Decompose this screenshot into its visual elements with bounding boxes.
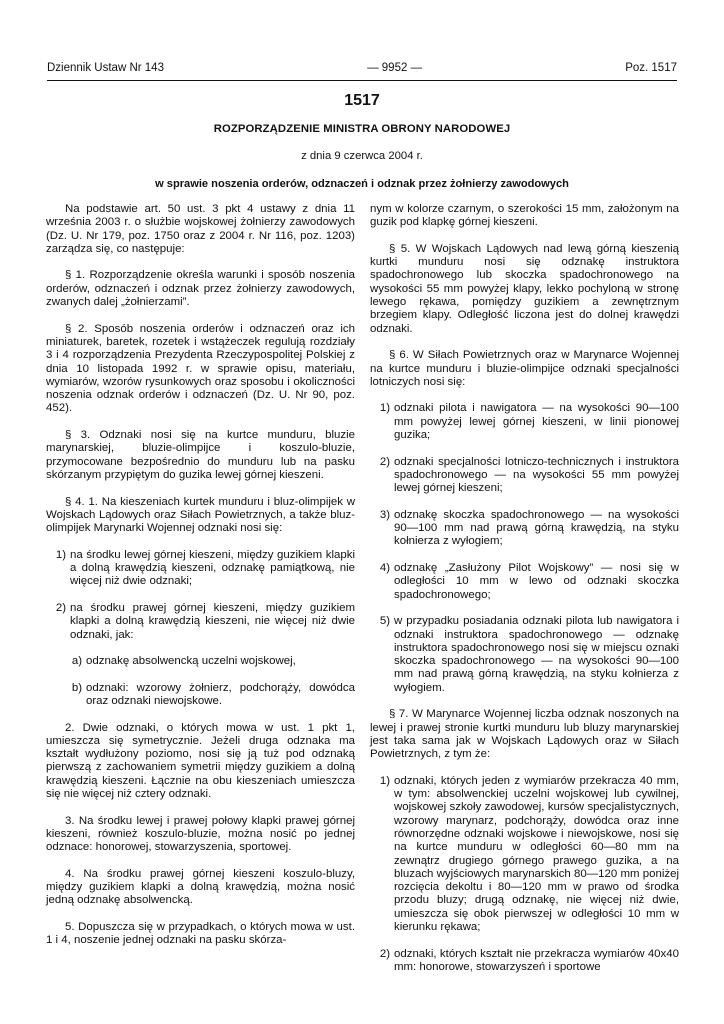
list-item-number: 1) <box>379 774 390 787</box>
section-4-paragraph-2: 2. Dwie odznaki, o których mowa w ust. 1 pkt 1, umieszcza się symetrycznie. Jeżeli druga odznaka ma kształt wydłużony poziomo, nosi się ją tuż pod odznaką pierwszą z zachowaniem symetrii między guzikiem a dolną krawędzią kieszeni. Łącznie na obu kieszeniach umieszcza się nie więcej niż cztery odznaki. <box>46 721 355 801</box>
sub-list-item-text: odznakę absolwencką uczelni wojskowej, <box>86 655 296 668</box>
list-item-number: 1) <box>55 548 66 561</box>
list-item-number: 4) <box>379 562 390 575</box>
list-item <box>370 456 679 496</box>
list-item-text: odznaki specjalności lotniczo-technicznych i instruktora spadochronowego — na wysokości 55 mm powyżej lewej górnej kieszeni; <box>394 455 679 495</box>
section-5: § 5. W Wojskach Lądowych nad lewą górną kieszenią kurtki munduru nosi się odznakę instruktora spadochronowego lub skoczka spadochronowego na wysokości 55 mm powyżej klapy, lekko pochyloną w stronę lewego rękawa, pomiędzy guzikiem a zewnętrznym brzegiem klapy. Odległość liczona jest do dolnej krawędzi odznaki. <box>370 242 679 335</box>
list-item-text: na środku lewej górnej kieszeni, między guzikiem klapki a dolną krawędzią kieszeni, odznakę pamiątkową, nie więcej niż dwie odznaki; <box>70 548 355 588</box>
act-subject: w sprawie noszenia orderów, odznaczeń i odznak przez żołnierzy zawodowych <box>155 178 569 190</box>
sub-list-item <box>46 682 355 709</box>
section-4-paragraph-5-continued: nym w kolorze czarnym, o szerokości 15 mm, założonym na guzik pod klapkę górnej kieszeni. <box>370 203 679 229</box>
left-column <box>46 203 355 961</box>
section-3: § 3. Odznaki nosi się na kurtce munduru, bluzie marynarskiej, bluzie-olimpijce i koszulo-bluzie, przymocowane bezpośrednio do munduru lub na pasku skórzanym przypiętym do guzika lewej górnej kieszeni. <box>46 429 355 481</box>
list-item-text: odznaki pilota i nawigatora — na wysokości 90—100 mm powyżej lewej górnej kieszeni, w linii pionowej guzika; <box>394 402 679 442</box>
sub-list-item-letter: b) <box>71 681 82 694</box>
sub-list-item <box>46 655 355 668</box>
section-1: § 1. Rozporządzenie określa warunki i sposób noszenia orderów, odznaczeń i odznak przez żołnierzy zawodowych, zwanych dalej „żołnierzami”. <box>46 269 355 309</box>
list-item <box>370 948 679 975</box>
list-item <box>370 509 679 549</box>
section-2: § 2. Sposób noszenia orderów i odznaczeń oraz ich miniaturek, baretek, rozetek i wstążeczek regulują rozdziały 3 i 4 rozporządzenia Prezydenta Rzeczypospolitej Polskiej z dnia 10 listopada 1992 r. w sprawie opisu, materiału, wymiarów, wzorów rysunkowych oraz sposobu i okoliczności noszenia odznak orderów i odznaczeń (Dz. U. Nr 90, poz. 452). <box>46 322 355 415</box>
journal-name: Dziennik Ustaw Nr 143 <box>47 62 164 74</box>
list-item-number: 2) <box>379 455 390 468</box>
act-date: z dnia 9 czerwca 2004 r. <box>301 150 423 162</box>
list-item-text: odznakę „Zasłużony Pilot Wojskowy” — nosi się w odległości 10 mm w lewo od odznaki skoczka spadochronowego; <box>394 562 679 601</box>
list-item-text: na środku prawej górnej kieszeni, między guzikiem klapki a dolną krawędzią kieszeni, nie więcej niż dwie odznaki, jak: <box>70 601 355 641</box>
list-item-text: odznaki, których jeden z wymiarów przekracza 40 mm, w tym: absolwenckiej uczelni wojskowej lub cywilnej, wojskowej szkoły zawodowej, kursów specjalistycznych, wzorowy marynarz, podchorąży, dowódca oraz inne równorzędne odznaki wojskowe i niewojskowe, nosi się na kurtce munduru w odległości 60—80 mm na zewnątrz drugiego górnego prawego guzika, a na bluzach wyjściowych marynarskich 80—120 mm poniżej rozcięcia dekoltu i 80—120 mm w prawo od środka przodu bluzy; drugą odznakę, nie więcej niż dwie, umieszcza się obok pierwszej w odległości 10 mm w kierunku rękawa; <box>394 774 679 934</box>
sub-list-item-letter: a) <box>71 655 82 668</box>
list-item <box>46 602 355 642</box>
list-item <box>370 562 679 602</box>
list-item-number: 5) <box>379 615 390 628</box>
act-title: ROZPORZĄDZENIE MINISTRA OBRONY NARODOWEJ <box>213 123 511 135</box>
list-item-number: 2) <box>55 601 66 614</box>
list-item-number: 3) <box>379 508 390 521</box>
list-item <box>370 615 679 695</box>
right-column <box>370 203 679 988</box>
list-item-number: 1) <box>379 402 390 415</box>
list-item-text: w przypadku posiadania odznaki pilota lub nawigatora i odznaki instruktora spadochronowego — odznakę instruktora spadochronowego nosi się w miejscu oznaki skoczka spadochronowego — na wysokości 90—100 mm nad prawą górną krawędzią, na styku kołnierza z wyłogiem. <box>394 615 679 694</box>
section-4-intro: § 4. 1. Na kieszeniach kurtek munduru i bluz-olimpijek w Wojskach Lądowych oraz Siłach Powietrznych, a także bluz-olimpijek Marynarki Wojennej odznaki nosi się: <box>46 495 355 535</box>
act-number: 1517 <box>344 92 380 109</box>
position-number: Poz. 1517 <box>625 62 677 74</box>
list-item <box>46 549 355 589</box>
section-6-intro: § 6. W Siłach Powietrznych oraz w Marynarce Wojennej na kurtce munduru i bluzie-olimpijce odznaki specjalności lotniczych nosi się: <box>370 349 679 388</box>
section-4-paragraph-5: 5. Dopuszcza się w przypadkach, o których mowa w ust. 1 i 4, noszenie jednej odznaki na pasku skórza- <box>46 921 355 947</box>
list-item-text: odznakę skoczka spadochronowego — na wysokości 90—100 mm nad prawą górną krawędzią, na styku kołnierza z wyłogiem; <box>394 508 679 548</box>
running-header <box>47 60 677 76</box>
section-4-paragraph-4: 4. Na środku prawej górnej kieszeni koszulo-bluzy, między guzikiem klapki a dolną krawędzią, można nosić jedną odznakę absolwencką. <box>46 867 355 907</box>
page-number: — 9952 — <box>367 62 423 74</box>
preamble: Na podstawie art. 50 ust. 3 pkt 4 ustawy z dnia 11 września 2003 r. o służbie wojskowej żołnierzy zawodowych (Dz. U. Nr 179, poz. 1750 oraz z 2004 r. Nr 116, poz. 1203) zarządza się, co następuje: <box>46 203 355 255</box>
list-item-number: 2) <box>379 947 390 960</box>
header-divider <box>47 80 677 81</box>
list-item <box>370 402 679 442</box>
section-7-intro: § 7. W Marynarce Wojennej liczba odznak noszonych na lewej i prawej stronie kurtki munduru lub bluzy marynarskiej jest taka sama jak w Wojskach Lądowych oraz w Siłach Powietrznych, z tym że: <box>370 708 679 761</box>
list-item <box>370 775 679 935</box>
section-4-paragraph-3: 3. Na środku lewej i prawej połowy klapki prawej górnej kieszeni, również koszulo-bluzie, można nosić po jednej odznace: honorowej, stowarzyszenia, sportowej. <box>46 814 355 854</box>
list-item-text: odznaki, których kształt nie przekracza wymiarów 40x40 mm: honorowe, stowarzyszeń i sportowe <box>394 947 679 973</box>
sub-list-item-text: odznaki: wzorowy żołnierz, podchorąży, dowódca oraz odznaki niewojskowe. <box>86 681 355 707</box>
